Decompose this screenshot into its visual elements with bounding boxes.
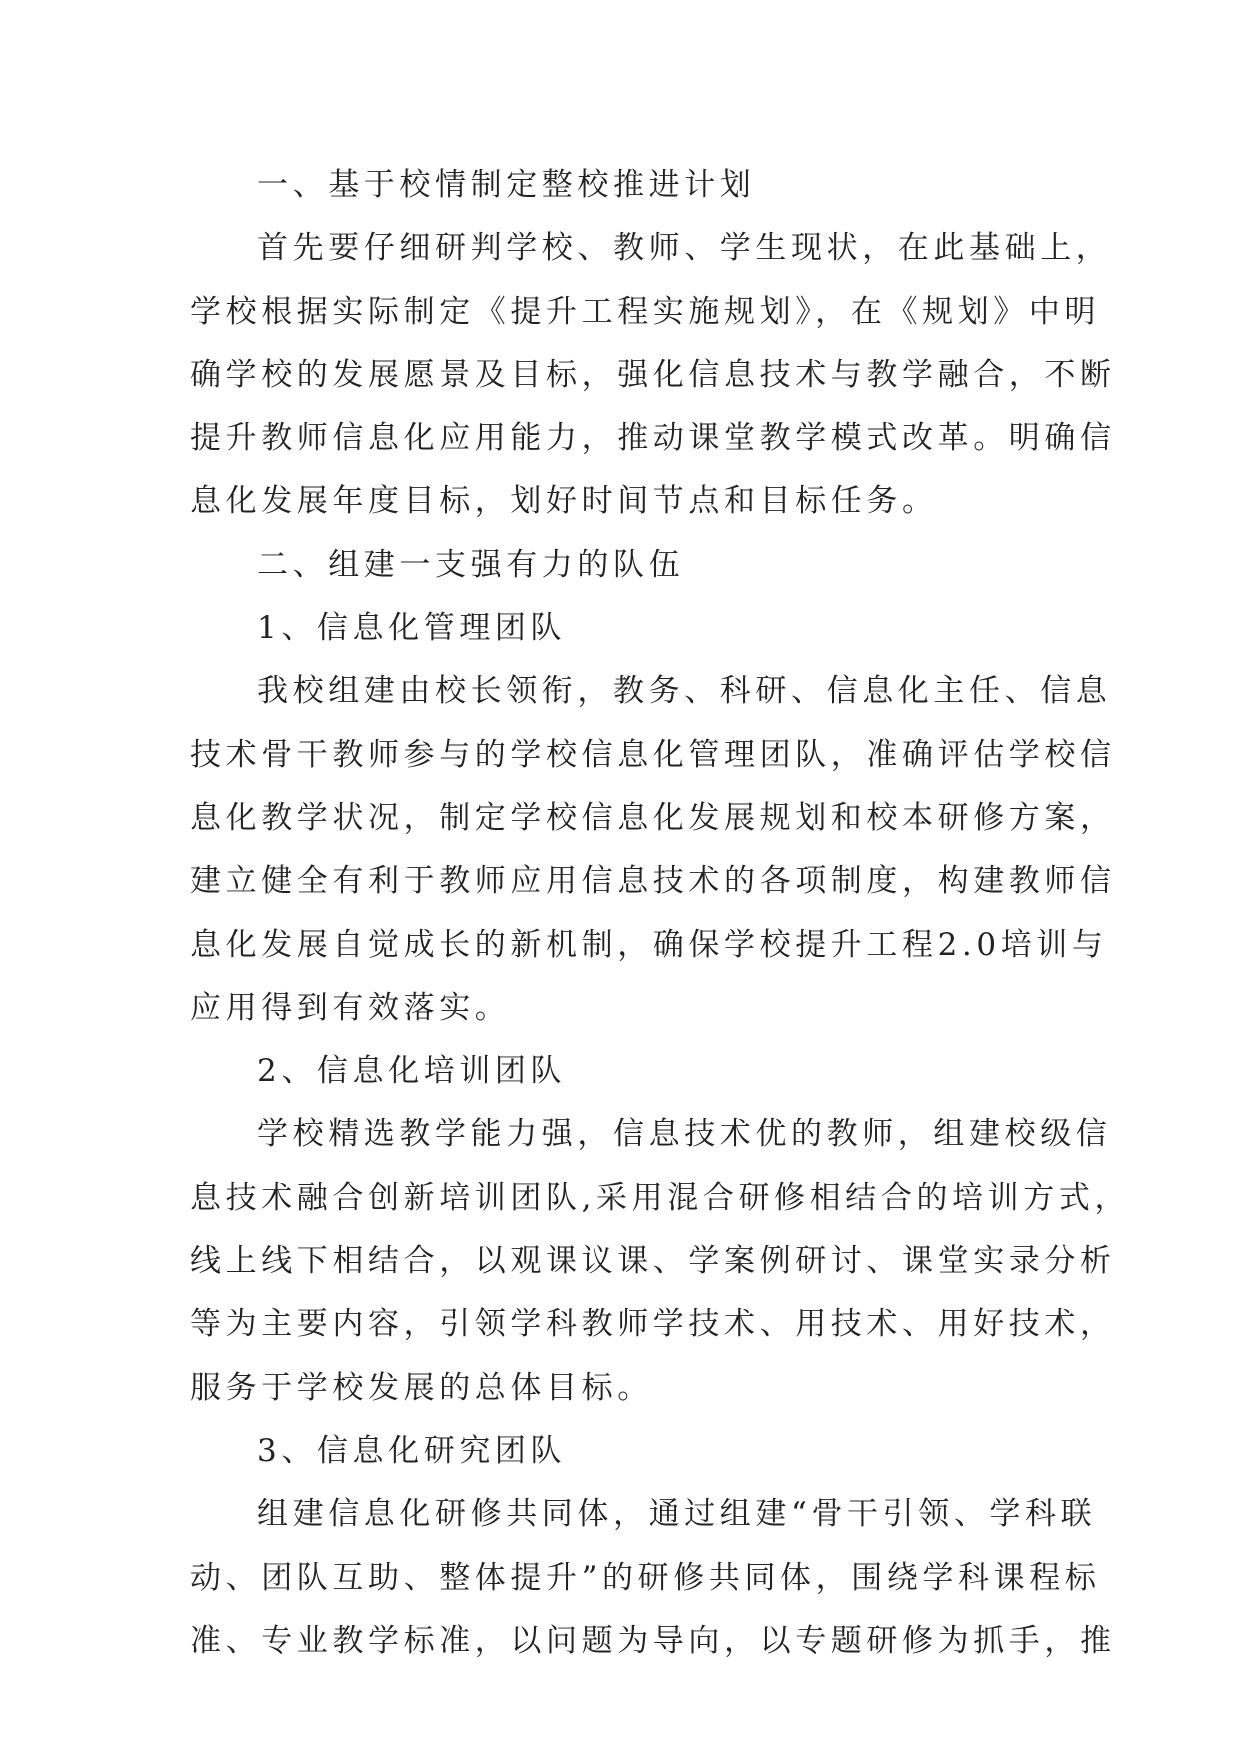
text-line: 确学校的发展愿景及目标，强化信息技术与教学融合，不断: [190, 356, 1116, 393]
text-line: 2、信息化培训团队: [257, 1053, 567, 1090]
text-line: 组建信息化研修共同体，通过组建“骨干引领、学科联: [257, 1496, 1097, 1533]
text-line: 息化发展自觉成长的新机制，确保学校提升工程2.0培训与: [190, 926, 1108, 963]
text-line: 息技术融合创新培训团队,采用混合研修相结合的培训方式，: [190, 1179, 1131, 1216]
body-text: [190, 154, 1131, 1673]
text-line: 动、团队互助、整体提升”的研修共同体，围绕学科课程标: [190, 1559, 1101, 1596]
text-line: 技术骨干教师参与的学校信息化管理团队，准确评估学校信: [190, 736, 1116, 773]
text-line: 我校组建由校长领衔，教务、科研、信息化主任、信息: [257, 673, 1112, 710]
text-line: 应用得到有效落实。: [190, 989, 511, 1026]
text-line: 学校根据实际制定《提升工程实施规划》，在《规划》中明: [190, 293, 1101, 330]
text-line: 息化教学状况，制定学校信息化发展规划和校本研修方案，: [190, 799, 1116, 836]
text-line: 提升教师信息化应用能力，推动课堂教学模式改革。明确信: [190, 420, 1116, 457]
text-line: 学校精选教学能力强，信息技术优的教师，组建校级信: [257, 1116, 1112, 1153]
text-line: 准、专业教学标准，以问题为导向，以专题研修为抓手，推: [190, 1622, 1116, 1659]
text-line: 一、基于校情制定整校推进计划: [257, 167, 756, 203]
text-line: 服务于学校发展的总体目标。: [190, 1369, 653, 1406]
text-line: 二、组建一支强有力的队伍: [257, 546, 685, 583]
text-line: 息化发展年度目标，划好时间节点和目标任务。: [190, 483, 938, 520]
text-line: 首先要仔细研判学校、教师、学生现状，在此基础上，: [257, 230, 1112, 267]
text-line: 3、信息化研究团队: [257, 1432, 567, 1469]
text-line: 1、信息化管理团队: [257, 610, 567, 647]
text-line: 等为主要内容，引领学科教师学技术、用技术、用好技术，: [190, 1306, 1116, 1343]
text-line: 建立健全有利于教师应用信息技术的各项制度，构建教师信: [190, 863, 1116, 900]
text-line: 线上线下相结合，以观课议课、学案例研讨、课堂实录分析: [190, 1243, 1116, 1280]
